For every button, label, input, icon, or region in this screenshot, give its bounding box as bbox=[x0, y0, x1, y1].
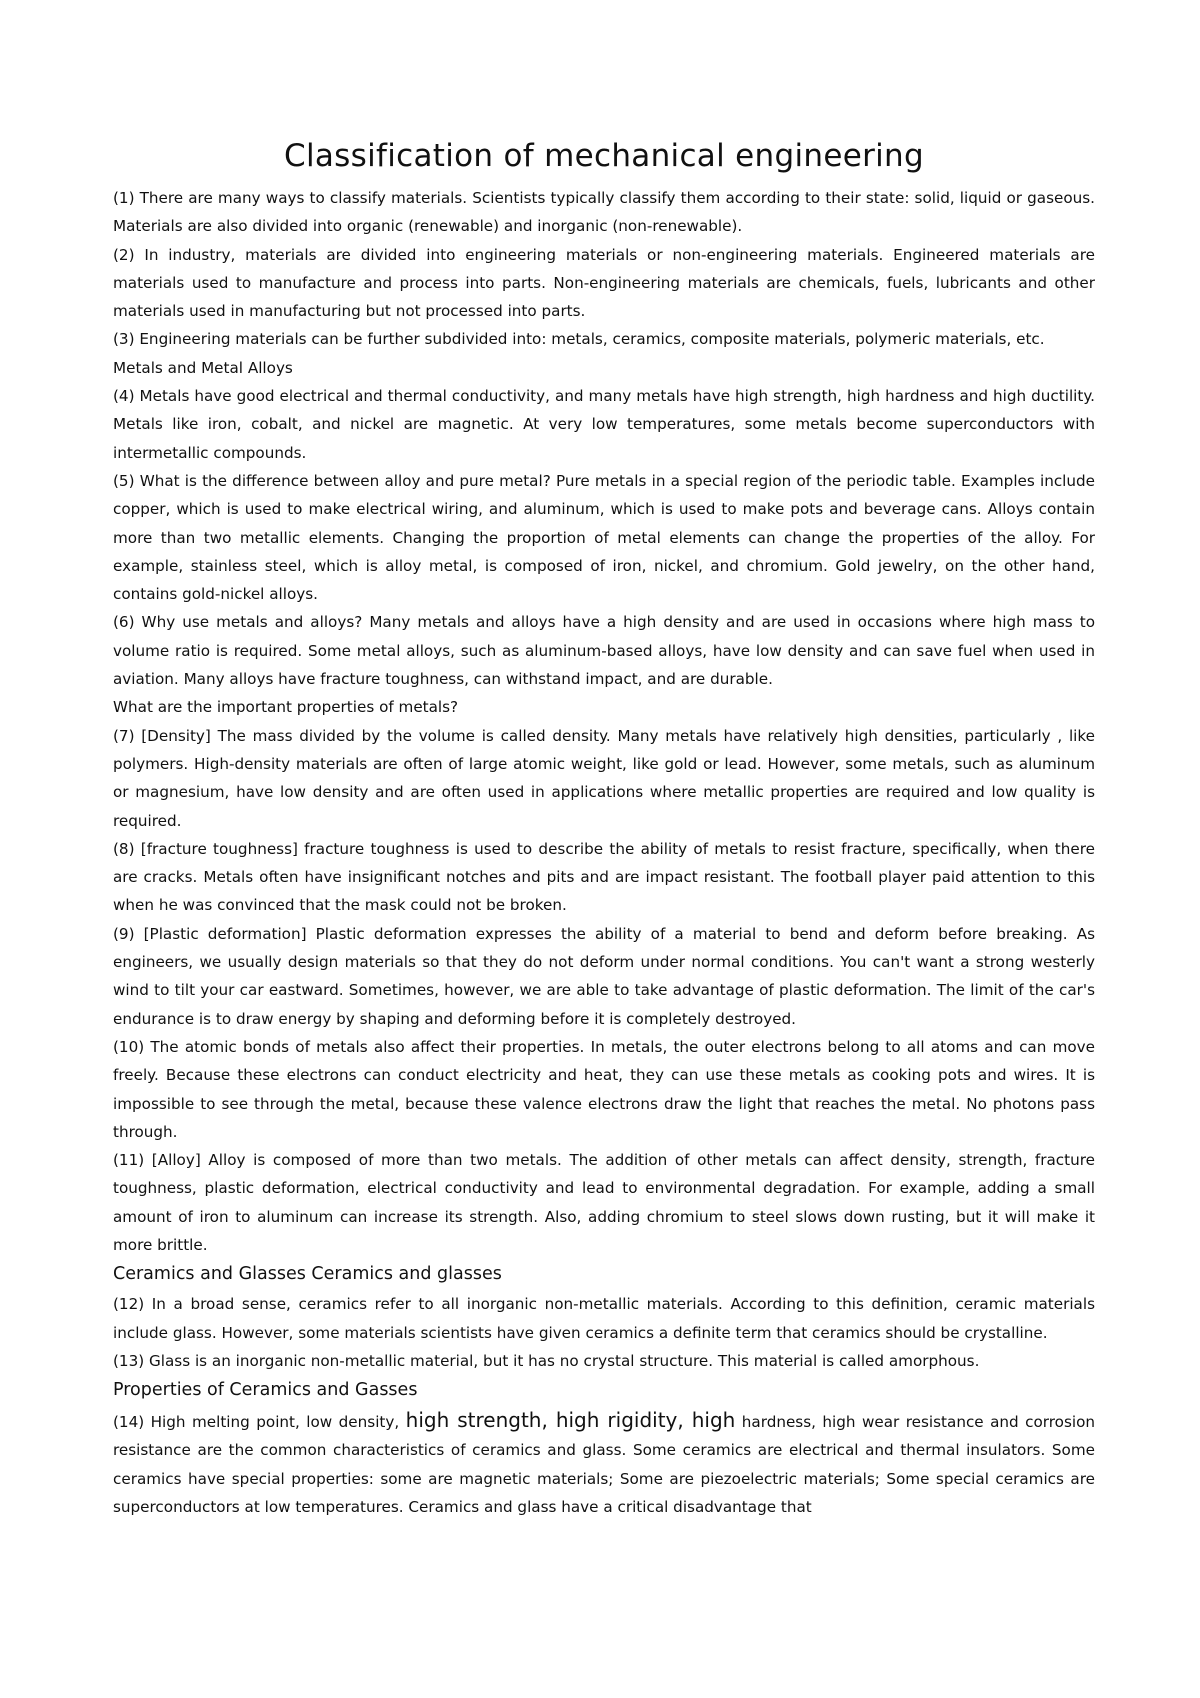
paragraph-14-start: (14) High melting point, low density, bbox=[113, 1413, 406, 1432]
paragraph-10: (10) The atomic bonds of metals also affect their properties. In metals, the outer electrons belong to all atoms and can move freely. Because these electrons can conduct electricity and heat, they can use these metals as cooking pots and wires. It is impossible to see through the metal, because these valence electrons draw the light that reaches the metal. No photons pass through. bbox=[113, 1037, 1095, 1141]
section-heading-metal-properties: What are the important properties of metals? bbox=[113, 698, 459, 717]
paragraph-6: (6) Why use metals and alloys? Many metals and alloys have a high density and are used in occasions where high mass to volume ratio is required. Some metal alloys, such as aluminum-based alloys, have low density and can save fuel when used in aviation. Many alloys have fracture toughness, can withstand impact, and are durable. bbox=[113, 613, 1095, 689]
document-body bbox=[113, 136, 1095, 1521]
paragraph-14-rest: hardness, high wear resistance and corrosion resistance are the common characteristics of ceramics and glass. Some ceramics are electrical and thermal insulators. Some ceramics have special properties: some are magnetic materials; Some are piezoelectric materials; Some special ceramics are superconductors at low temperatures. Ceramics and glass have a critical disadvantage that bbox=[113, 1413, 1096, 1517]
paragraph-7: (7) [Density] The mass divided by the volume is called density. Many metals have relatively high densities, particularly , like polymers. High-density materials are often of large atomic weight, like gold or lead. However, some metals, such as aluminum or magnesium, have low density and are often used in applications where metallic properties are required and low quality is required. bbox=[113, 726, 1095, 830]
paragraph-14 bbox=[113, 1406, 1095, 1521]
paragraph-3: (3) Engineering materials can be further subdivided into: metals, ceramics, composite materials, polymeric materials, etc. bbox=[113, 330, 1045, 349]
paragraph-13: (13) Glass is an inorganic non-metallic material, but it has no crystal structure. This material is called amorphous. bbox=[113, 1351, 980, 1370]
paragraph-4: (4) Metals have good electrical and thermal conductivity, and many metals have high strength, high hardness and high ductility. Metals like iron, cobalt, and nickel are magnetic. At very low temperatures, some metals become superconductors with intermetallic compounds. bbox=[113, 387, 1095, 462]
paragraph-9: (9) [Plastic deformation] Plastic deformation expresses the ability of a material to bend and deform before breaking. As engineers, we usually design materials so that they do not deform under normal conditions. You can't want a strong westerly wind to tilt your car eastward. Sometimes, however, we are able to take advantage of plastic deformation. The limit of the car's endurance is to draw energy by shaping and deforming before it is completely destroyed. bbox=[113, 924, 1095, 1028]
paragraph-12: (12) In a broad sense, ceramics refer to all inorganic non-metallic materials. According to this definition, ceramic materials include glass. However, some materials scientists have given ceramics a definite term that ceramics should be crystalline. bbox=[113, 1295, 1095, 1342]
section-heading-ceramic-properties: Properties of Ceramics and Gasses bbox=[113, 1380, 418, 1401]
paragraph-8: (8) [fracture toughness] fracture toughness is used to describe the ability of metals to resist fracture, specifically, when there are cracks. Metals often have insignificant notches and pits and are impact resistant. The football player paid attention to this when he was convinced that the mask could not be broken. bbox=[113, 839, 1095, 915]
paragraph-14-large-text: high strength, high rigidity, high bbox=[405, 1408, 736, 1433]
section-heading-metals: Metals and Metal Alloys bbox=[113, 358, 293, 377]
paragraph-2: (2) In industry, materials are divided into engineering materials or non-engineering materials. Engineered materials are materials used to manufacture and process into parts. Non-engineering materials are chemicals, fuels, lubricants and other materials used in manufacturing but not processed into parts. bbox=[113, 245, 1095, 321]
paragraph-1: (1) There are many ways to classify materials. Scientists typically classify them according to their state: solid, liquid or gaseous. Materials are also divided into organic (renewable) and inorganic (non-renewable). bbox=[113, 189, 1095, 236]
section-heading-ceramics: Ceramics and Glasses Ceramics and glasses bbox=[113, 1264, 502, 1285]
paragraph-5: (5) What is the difference between alloy and pure metal? Pure metals in a special region of the periodic table. Examples include copper, which is used to make electrical wiring, and aluminum, which is used to make pots and beverage cans. Alloys contain more than two metallic elements. Changing the proportion of metal elements can change the properties of the alloy. For example, stainless steel, which is alloy metal, is composed of iron, nickel, and chromium. Gold jewelry, on the other hand, contains gold-nickel alloys. bbox=[113, 471, 1095, 604]
document-title: Classification of mechanical engineering bbox=[284, 138, 924, 174]
paragraph-11: (11) [Alloy] Alloy is composed of more than two metals. The addition of other metals can affect density, strength, fracture toughness, plastic deformation, electrical conductivity and lead to environmental degradation. For example, adding a small amount of iron to aluminum can increase its strength. Also, adding chromium to steel slows down rusting, but it will make it more brittle. bbox=[113, 1151, 1095, 1254]
